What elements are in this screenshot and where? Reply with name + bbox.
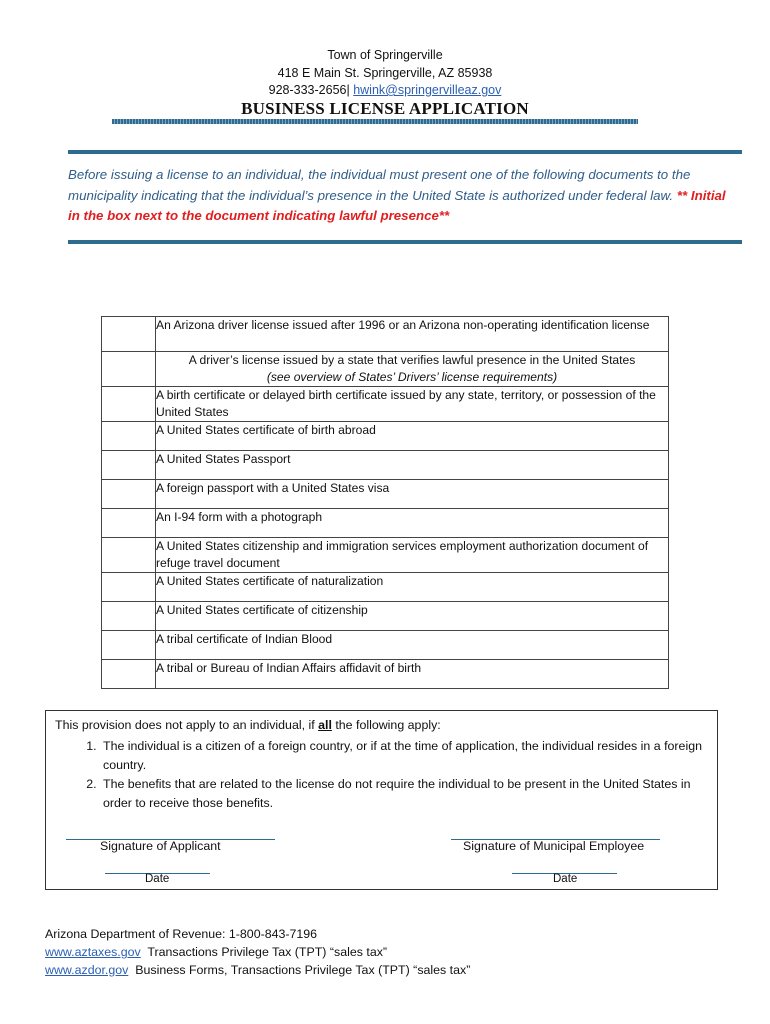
initial-box[interactable] xyxy=(102,451,156,480)
initial-box[interactable] xyxy=(102,602,156,631)
page-title: BUSINESS LICENSE APPLICATION xyxy=(241,99,529,118)
intro-instruction: ** Initial in the box next to the document indicating lawful presence** xyxy=(68,187,726,223)
document-text: An Arizona driver license issued after 1996 or an Arizona non-operating identification license xyxy=(156,317,669,352)
initial-box[interactable] xyxy=(102,509,156,538)
azdor-desc: Business Forms, Transactions Privilege Tax (TPT) “sales tax” xyxy=(135,963,471,977)
document-row xyxy=(102,451,669,480)
applicant-date-label: Date xyxy=(145,873,170,885)
document-sub: (see overview of States’ Drivers’ license requirements) xyxy=(266,370,558,384)
document-row xyxy=(102,631,669,660)
provision-list xyxy=(46,737,710,813)
aztaxes-link[interactable]: www.aztaxes.gov xyxy=(45,945,141,959)
dor-phone: Arizona Department of Revenue: 1-800-843-7196 xyxy=(45,927,318,941)
bottom-rule xyxy=(68,240,742,244)
document-row xyxy=(102,317,669,352)
initial-box[interactable] xyxy=(102,538,156,573)
document-text: A United States certificate of citizenship xyxy=(156,602,669,631)
title-underline xyxy=(112,119,638,124)
document-main: A driver’s license issued by a state that verifies lawful presence in the United States xyxy=(188,353,636,367)
contact-line xyxy=(0,83,770,97)
footer-line-2 xyxy=(45,963,470,977)
initial-box[interactable] xyxy=(102,660,156,689)
documents-table xyxy=(101,316,669,689)
lead-after: the following apply: xyxy=(331,718,441,732)
email-link[interactable]: hwink@springervilleaz.gov xyxy=(353,83,502,97)
initial-box[interactable] xyxy=(102,480,156,509)
document-row xyxy=(102,480,669,509)
provision-box xyxy=(45,710,718,890)
intro-paragraph xyxy=(68,165,738,227)
document-row xyxy=(102,660,669,689)
footer-line-1 xyxy=(45,945,387,959)
provision-item: 2. The benefits that are related to the license do not require the individual to be present in the United States in order to receive those benefits. xyxy=(100,775,710,813)
org-name: Town of Springerville xyxy=(327,48,443,62)
top-rule xyxy=(68,150,742,154)
org-address: 418 E Main St. Springerville, AZ 85938 xyxy=(277,66,493,80)
initial-box[interactable] xyxy=(102,631,156,660)
document-text: A United States certificate of birth abroad xyxy=(156,422,669,451)
initial-box[interactable] xyxy=(102,387,156,422)
document-text: A United States certificate of naturalization xyxy=(156,573,669,602)
phone: 928-333-2656| xyxy=(268,83,350,97)
intro-text: Before issuing a license to an individual, the individual must present one of the following documents to the municipality indicating that the individual’s presence in the United State is authorized under federal law. xyxy=(68,167,691,203)
initial-box[interactable] xyxy=(102,573,156,602)
document-text: An I-94 form with a photograph xyxy=(156,509,669,538)
document-text: A foreign passport with a United States visa xyxy=(156,480,669,509)
document-text: A United States citizenship and immigration services employment authorization document of refuge travel document xyxy=(156,538,669,573)
initial-box[interactable] xyxy=(102,352,156,387)
document-text: A tribal certificate of Indian Blood xyxy=(156,631,669,660)
document-row xyxy=(102,387,669,422)
azdor-link[interactable]: www.azdor.gov xyxy=(45,963,129,977)
document-text xyxy=(156,352,669,387)
document-row xyxy=(102,573,669,602)
document-row xyxy=(102,602,669,631)
document-row xyxy=(102,509,669,538)
employee-date-label: Date xyxy=(553,873,578,885)
document-row xyxy=(102,422,669,451)
document-text: A United States Passport xyxy=(156,451,669,480)
initial-box[interactable] xyxy=(102,317,156,352)
provision-lead xyxy=(55,718,441,732)
document-row xyxy=(102,538,669,573)
lead-before: This provision does not apply to an individual, if xyxy=(55,718,319,732)
employee-signature-label: Signature of Municipal Employee xyxy=(463,839,645,853)
provision-item: 1. The individual is a citizen of a foreign country, or if at the time of application, the individual resides in a foreign country. xyxy=(100,737,710,775)
initial-box[interactable] xyxy=(102,422,156,451)
lead-bold: all xyxy=(318,718,332,732)
document-row xyxy=(102,352,669,387)
aztaxes-desc: Transactions Privilege Tax (TPT) “sales tax” xyxy=(147,945,388,959)
applicant-signature-label: Signature of Applicant xyxy=(100,839,221,853)
document-text: A birth certificate or delayed birth certificate issued by any state, territory, or possession of the United States xyxy=(156,387,669,422)
document-text: A tribal or Bureau of Indian Affairs affidavit of birth xyxy=(156,660,669,689)
